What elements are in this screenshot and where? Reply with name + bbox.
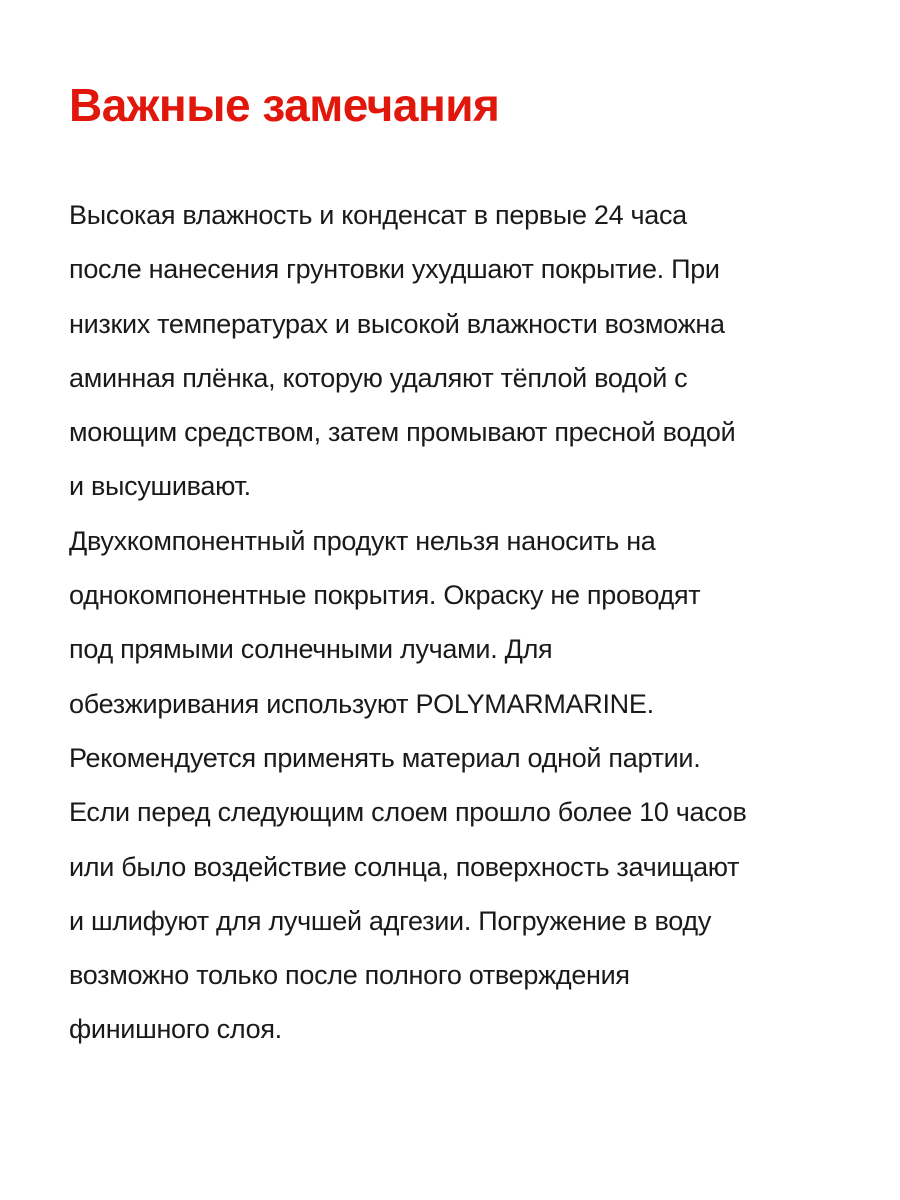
text-line: обезжиривания используют POLYMARMARINE.	[69, 688, 654, 719]
text-line: однокомпонентные покрытия. Окраску не проводят	[69, 580, 701, 611]
text-line: низких температурах и высокой влажности возможна	[69, 308, 725, 339]
text-line: финишного слоя.	[69, 1014, 282, 1045]
text-line: возможно только после полного отверждения	[69, 960, 630, 991]
notes-body	[69, 188, 859, 1057]
page-title: Важные замечания	[69, 79, 500, 131]
text-line: или было воздействие солнца, поверхность зачищают	[69, 851, 740, 882]
text-line: после нанесения грунтовки ухудшают покрытие. При	[69, 254, 720, 285]
text-line: Двухкомпонентный продукт нельзя наносить на	[69, 525, 656, 556]
text-line: Если перед следующим слоем прошло более 10 часов	[69, 797, 747, 828]
text-line: аминная плёнка, которую удаляют тёплой водой с	[69, 362, 688, 393]
text-line: под прямыми солнечными лучами. Для	[69, 634, 553, 665]
text-line: Высокая влажность и конденсат в первые 24 часа	[69, 200, 687, 230]
text-line: моющим средством, затем промывают пресной водой	[69, 417, 736, 448]
text-line: и шлифуют для лучшей адгезии. Погружение в воду	[69, 905, 712, 936]
text-line: Рекомендуется применять материал одной партии.	[69, 742, 701, 773]
text-line: и высушивают.	[69, 471, 251, 502]
